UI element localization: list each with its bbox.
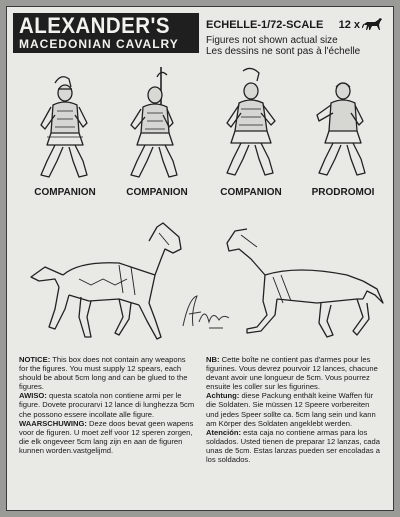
scale-line <box>206 19 386 31</box>
notice-label: AWISO: <box>19 391 47 401</box>
notice-label: NOTICE: <box>19 355 51 364</box>
figure-count: 12 x <box>338 19 360 31</box>
figure-label-prodromoi: PRODROMOI <box>311 187 375 198</box>
notice-label: Atención: <box>206 427 242 437</box>
notice-column-left <box>19 355 195 455</box>
artist-signature <box>179 292 233 332</box>
horse-figure <box>19 219 201 349</box>
figure-label-companion-2: COMPANION <box>126 187 188 198</box>
title-banner <box>13 13 199 53</box>
notice-text: This box does not contain any weapons for the figures. You must supply 12 spears, each should be about 5cm long and can be glued to the figures. <box>19 355 188 392</box>
notice-dutch <box>19 419 195 455</box>
page-title: ALEXANDER'S <box>19 13 170 38</box>
companion-rider-figure <box>117 67 197 185</box>
companion-rider-figure <box>25 75 105 185</box>
prodromoi-rider-figure <box>303 75 383 185</box>
notice-german <box>206 391 382 427</box>
notice-french <box>206 355 382 391</box>
notice-label: NB: <box>206 355 220 364</box>
horse-figure <box>217 219 389 349</box>
notice-text: diese Packung enthält keine Waffen für die Soldaten. Sie müssen 12 Speere vorbereiten und jedes Speer sollte ca. 5cm lang sein und kann am Körper des Soldaten angeklebt werden. <box>206 391 376 428</box>
notice-english <box>19 355 195 391</box>
notice-spanish <box>206 428 382 464</box>
notice-column-right <box>206 355 382 464</box>
scale-text: ECHELLE-1/72-SCALE <box>206 19 324 31</box>
figure-label-companion-1: COMPANION <box>34 187 96 198</box>
notice-label: WAARSCHUWING: <box>19 418 87 428</box>
notice-label: Achtung: <box>206 391 240 401</box>
notice-text: questa scatola non contiene armi per le figure. Dovete procurarvi 12 lance di lunghezza 5cm che possono essere incollate alle figure. <box>19 391 195 419</box>
note-english: Figures not shown actual size <box>206 35 338 46</box>
instruction-sheet <box>6 6 394 511</box>
companion-rider-figure <box>211 67 291 185</box>
figure-label-companion-3: COMPANION <box>220 187 282 198</box>
notice-italian <box>19 391 195 418</box>
notice-text: esta caja no contiene armas para los soldados. Usted tienen de preparar 12 lanzas, cada unas de 5cm. Estas lanzas pueden ser encoladas a los soldados. <box>206 427 380 465</box>
note-french: Les dessins ne sont pas à l'échelle <box>206 46 361 57</box>
horse-icon <box>362 17 384 31</box>
page-subtitle: MACEDONIAN CAVALRY <box>19 37 179 51</box>
notice-text: Deze doos bevat geen wapens voor de figuren. U moet zelf voor 12 speren zorgen, die elk ongeveer 5cm lang zijn en aan de figuren kunnen worden.vastgelijmd. <box>19 418 194 455</box>
notice-text: Cette boîte ne contient pas d'armes pour les figurines. Vous devrez pourvoir 12 lances, chacune devant avoir une longueur de 5cm. Vous pourrez ensuite les coller sur les figurines. <box>206 355 378 392</box>
